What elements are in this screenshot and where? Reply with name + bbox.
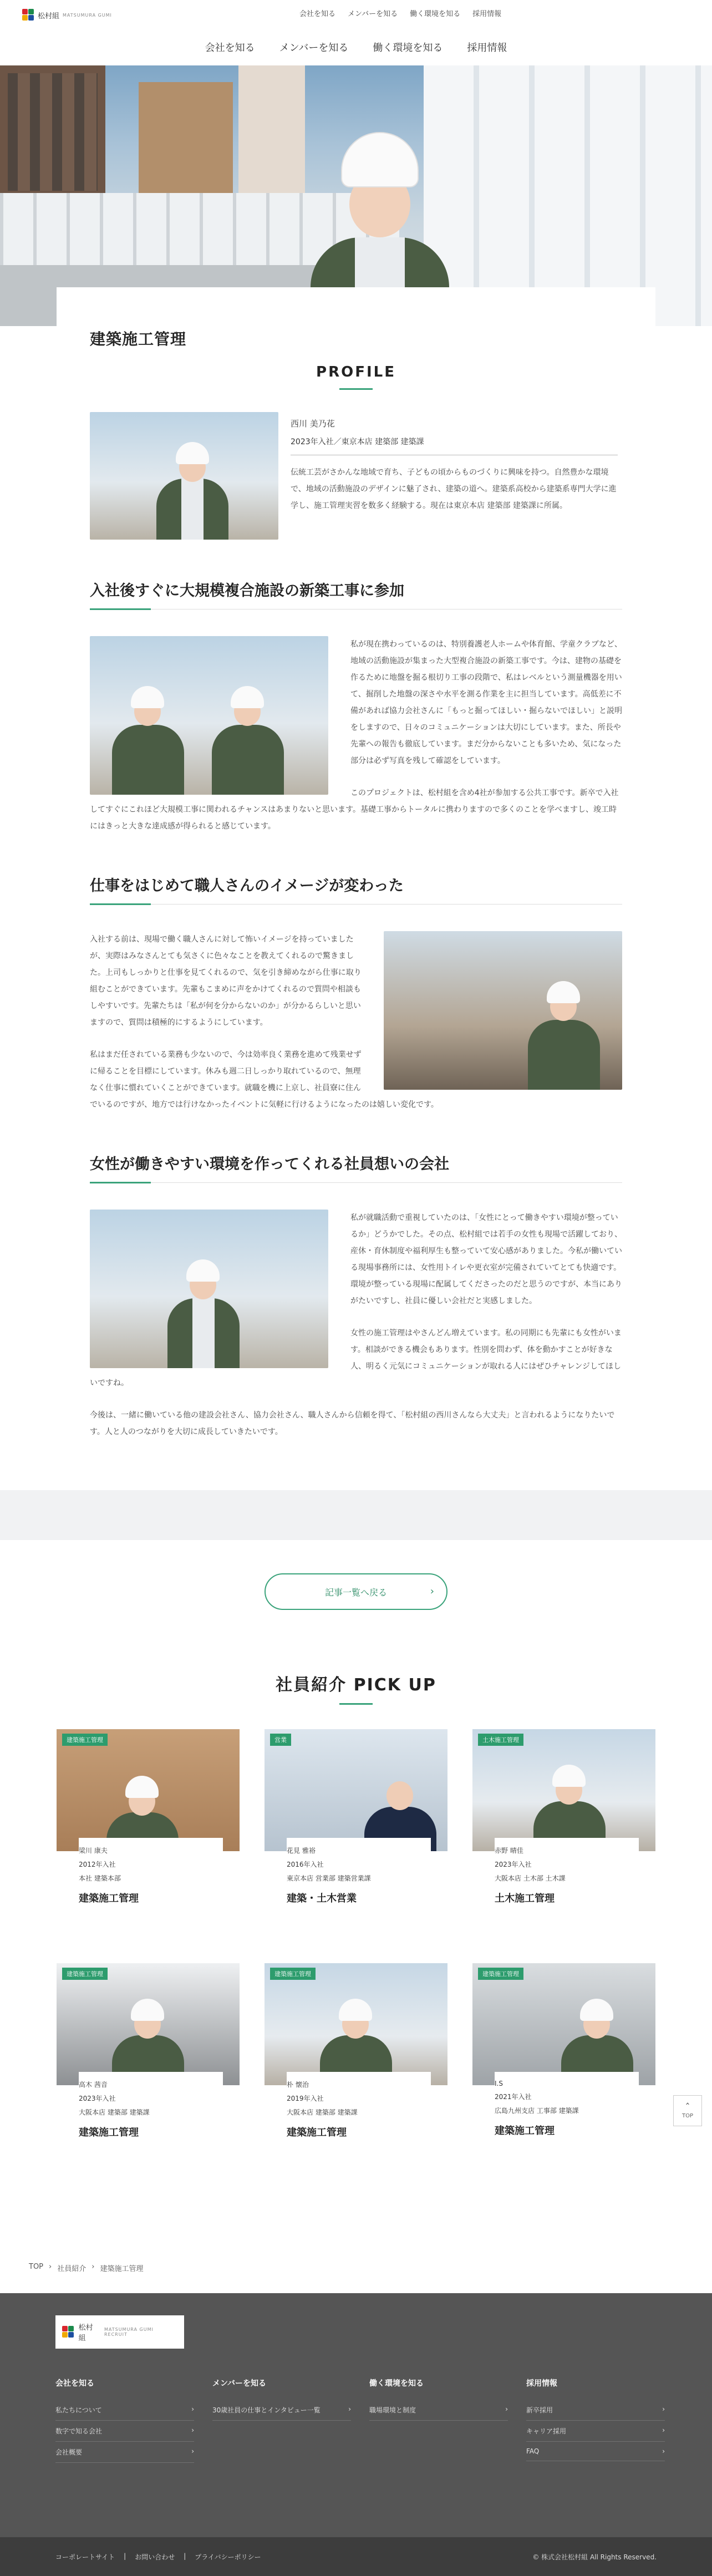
site-footer [0,2293,712,2576]
section-1-paragraph-2: このプロジェクトは、松村組を含め4社が参加する公共工事です。新卒で入社してすぐにこれほど大規模工事に関われるチャンスはあまりないと思います。基礎工事からトータルに携わりますので多くのことを学べますし、竣工時にはきっと大きな達成感が得られると感じています。 [90,789,619,831]
main-nav-company[interactable]: 会社を知る [205,42,255,54]
category-tag: 土木施工管理 [478,1734,523,1746]
profile-heading-block [90,364,622,390]
breadcrumb [29,2263,683,2273]
employee-year: 2016年入社 [287,1861,324,1868]
employee-name: 高木 茜音 [79,2081,108,2089]
logo-mark-icon [22,9,34,21]
section-title-1: 入社後すぐに大規模複合施設の新築工事に参加 [90,578,622,609]
footer-main [0,2293,712,2537]
employee-job: 建築施工管理 [79,1893,139,1904]
section-body-3 [90,1210,622,1440]
chevron-right-icon: › [662,2405,665,2413]
pickup-card[interactable] [57,1729,240,1934]
main-nav-members[interactable]: メンバーを知る [279,42,349,54]
footer-column-company [55,2377,194,2468]
footer-logo[interactable] [55,2315,184,2349]
employee-year: 2019年入社 [287,2095,324,2102]
employee-year: 2023年入社 [495,1861,532,1868]
section-3-paragraph-2: 女性の施工管理はやさんどん増えています。私の同期にも先輩にも女性がいます。相談ができる機会もあります。性別を問わず、体を動かすことが好きな人、明るく元気にコミュニケーションが取れる人にはぜひチャレンジしてほしいですね。 [90,1329,622,1388]
employee-year: 2012年入社 [79,1861,116,1868]
section-body-1 [90,636,622,835]
privacy-policy-link[interactable]: プライバシーポリシー [195,2553,261,2561]
employee-name: 花見 雅裕 [287,1847,316,1854]
breadcrumb-members[interactable]: 社員紹介 [57,2265,87,2273]
breadcrumb-top[interactable]: TOP [29,2263,44,2271]
footer-column-recruit [526,2377,665,2468]
section-title-2: 仕事をはじめて職人さんのイメージが変わった [90,873,622,905]
footer-link[interactable]: 30歳社員の仕事とインタビュー一覧 › [212,2405,351,2421]
category-tag: 建築施工管理 [478,1968,523,1980]
pickup-heading: 社員紹介 PICK UP [276,1675,436,1695]
footer-link[interactable]: 新卒採用 › [526,2405,665,2421]
employee-dept: 大阪本店 建築部 建築課 [287,2108,358,2116]
employee-job: 建築施工管理 [495,2125,555,2137]
employee-job: 建築・土木営業 [287,1893,357,1904]
chevron-right-icon: › [191,2426,194,2434]
pickup-card-info [287,1838,431,1905]
pickup-card-photo [57,1963,240,2085]
article-card [57,287,655,1485]
pickup-card[interactable] [265,1963,447,2168]
breadcrumb-separator: › [91,2263,95,2271]
category-tag: 建築施工管理 [270,1968,316,1980]
pickup-card-photo [57,1729,240,1851]
section-1-photo [90,636,328,795]
profile-photo [90,412,278,540]
main-nav-recruit[interactable]: 採用情報 [467,42,507,54]
chevron-right-icon: › [191,2405,194,2413]
section-3-paragraph-1: 私が就職活動で重視していたのは、「女性にとって働きやすい環境が整っているか」どうかでした。その点、松村組では若手の女性も現場で活躍しており、産休・育休制度や福利厚生も整っていて安心感がありました。今私が働いている現場事務所には、女性用トイレや更衣室が完備されていてとても快適です。環境が整っている現場に配属してくださったのだと思うのですが、本当にありがたいですし、社員に優しい会社だと実感しました。 [350,1213,622,1305]
pickup-card[interactable] [472,1729,655,1934]
site-header [0,0,712,65]
footer-column-title: 採用情報 [526,2379,557,2388]
employee-job: 建築施工管理 [79,2127,139,2138]
accent-divider [339,388,373,390]
footer-bottom-links: コーポレートサイト | お問い合わせ | プライバシーポリシー [55,2552,261,2561]
section-3-photo [90,1210,328,1368]
util-nav-company[interactable]: 会社を知る [299,10,336,18]
footer-link[interactable]: キャリア採用 › [526,2426,665,2442]
category-tag: 建築施工管理 [62,1734,108,1746]
footer-column-title: メンバーを知る [212,2379,267,2388]
pickup-card-info [495,2072,639,2137]
category-tag: 営業 [270,1734,291,1746]
pickup-card-info [495,1838,639,1905]
site-logo[interactable] [22,9,112,21]
footer-link[interactable]: FAQ › [526,2447,665,2461]
back-button-wrap [0,1573,712,1610]
back-button-label: 記事一覧へ戻る [324,1587,387,1598]
footer-column-title: 働く環境を知る [369,2379,424,2388]
accent-divider [339,1703,373,1705]
section-title-3: 女性が働きやすい環境を作ってくれる社員想いの会社 [90,1152,622,1183]
util-nav-environment[interactable]: 働く環境を知る [410,10,461,18]
util-nav-recruit[interactable]: 採用情報 [472,10,502,18]
top-bar [0,0,712,29]
employee-dept: 広島九州支店 工事部 建築課 [495,2107,579,2115]
section-body-2 [90,931,622,1113]
footer-link[interactable]: 職場環境と制度 › [369,2405,508,2421]
employee-name: 梁川 康夫 [79,1847,108,1854]
employee-name: I.S [495,2080,503,2087]
pickup-card-info [287,2072,431,2139]
chevron-right-icon: › [191,2447,194,2455]
pickup-grid [57,1729,655,2168]
employee-year: 2021年入社 [495,2093,532,2101]
category-tag: 建築施工管理 [62,1968,108,1980]
utility-nav [299,8,501,18]
footer-column-title: 会社を知る [55,2379,94,2388]
chevron-right-icon: › [505,2405,508,2413]
section-2-paragraph-1: 入社する前は、現場で働く職人さんに対して怖いイメージを持っていましたが、実際はみなさんとても気さくに色々なことを教えてくれるので驚きました。上司もしっかりと仕事を見てくれるので、気を引き締めながら仕事に取り組むことができています。先輩もこまめに声をかけてくれるので質問や相談もしやすいです。先輩たちは「私が何を分からないのか」が分かるらしいと思いますので、質問は積極的にするようにしています。 [90,935,362,1027]
footer-column-environment [369,2377,508,2468]
pickup-card-info [79,2072,223,2139]
breadcrumb-current: 建築施工管理 [100,2265,144,2273]
copyright: © 株式会社松村組 All Rights Reserved. [532,2553,657,2561]
pickup-card-photo [472,1729,655,1851]
footer-bottom-bar [0,2537,712,2576]
section-3-paragraph-3: 今後は、一緒に働いている他の建設会社さん、協力会社さん、職人さんから信頼を得て、「松村組の西川さんなら大丈夫」と言われるようになりたいです。人と人のつながりを大切に成長していきたいです。 [90,1411,615,1436]
employee-dept: 東京本店 営業部 建築営業課 [287,1874,371,1882]
chevron-right-icon: › [662,2447,665,2455]
profile-heading: PROFILE [316,364,396,380]
footer-link[interactable]: 数字で知る会社 › [55,2426,194,2442]
logo-mark-icon [62,2326,74,2338]
employee-job: 土木施工管理 [495,1893,555,1904]
pickup-card[interactable] [265,1729,447,1934]
pickup-card-photo [265,1729,447,1851]
chevron-right-icon: › [348,2405,351,2413]
pickup-card-photo [265,1963,447,2085]
pickup-heading-block [0,1671,712,1705]
profile-block [90,412,622,540]
profile-role: 2023年入社／東京本店 建築部 建築課 [291,436,618,455]
footer-link[interactable]: 会社概要 › [55,2447,194,2463]
pickup-section [0,1671,712,2168]
arrow-up-icon: ˆ [685,2101,690,2113]
back-to-top-label: TOP [682,2112,693,2119]
employee-job: 建築施工管理 [287,2127,347,2138]
employee-name: 朴 懐治 [287,2081,309,2089]
section-2-photo [384,931,622,1090]
chevron-right-icon: › [662,2426,665,2434]
back-to-top-button[interactable] [673,2095,702,2126]
page-title: 建築施工管理 [90,330,187,348]
footer-link[interactable]: 私たちについて › [55,2405,194,2421]
pickup-card[interactable] [472,1963,655,2168]
profile-name: 西川 美乃花 [291,419,335,429]
employee-dept: 本社 建築本部 [79,1874,121,1882]
breadcrumb-separator: › [49,2263,52,2271]
footer-column-members [212,2377,351,2468]
pickup-card-photo [472,1963,655,2085]
pickup-card-info [79,1838,223,1905]
back-to-list-button[interactable] [265,1573,447,1610]
pickup-card[interactable] [57,1963,240,2168]
profile-meta [291,418,618,514]
footer-columns [55,2377,665,2468]
employee-dept: 大阪本店 建築部 建築課 [79,2108,150,2116]
corporate-site-link[interactable]: コーポレートサイト [55,2553,115,2561]
logo-name: 松村組 [38,12,60,21]
main-nav-environment[interactable]: 働く環境を知る [373,42,443,54]
section-2-paragraph-2: 私はまだ任されている業務も少ないので、今は効率良く業務を進めて残業せずに帰ることを目標にしています。休みも週二日しっかり取れているので、無理なく仕事に慣れていくことができています。就職を機に上京し、社員寮に住んでいるのですが、地方では行けなかったイベントに気軽に行けるようになったのは嬉しい変化です。 [90,1050,439,1109]
contact-link[interactable]: お問い合わせ [135,2553,175,2561]
logo-tagline: MATSUMURA GUMI [63,12,112,18]
main-nav [0,29,712,65]
profile-bio: 伝統工芸がさかんな地域で育ち、子どもの頃からものづくりに興味を持つ。自然豊かな環境で、地域の活動施設のデザインに魅了され、建築の道へ。建築系高校から建築系専門大学に進学し、施工管理実習を数多く経験する。現在は東京本店 建築部 建築課に所属。 [291,468,617,510]
employee-name: 赤野 晴佳 [495,1847,523,1854]
util-nav-members[interactable]: メンバーを知る [348,10,398,18]
footer-logo-tagline: MATSUMURA GUMI RECRUIT [104,2327,154,2337]
footer-logo-name: 松村組 [78,2324,93,2343]
employee-dept: 大阪本店 土木部 土木課 [495,1874,566,1882]
employee-year: 2023年入社 [79,2095,116,2102]
chevron-right-icon: › [430,1586,434,1597]
section-1-paragraph-1: 私が現在携わっているのは、特別養護老人ホームや体育館、学童クラブなど、地域の活動施設が集まった大型複合施設の新築工事です。今は、建物の基礎を作るために地盤を掘る根切り工事の段階で、私はレベルという測量機器を用いて、掘削した地盤の深さや水平を測る作業を主に担当しています。高低差に不備があれば協力会社さんに「もっと掘ってほしい・掘らないでほしい」と説明をしますので、日々のコミュニケーションは大切にしています。また、所長や先輩への報告も徹底しています。まだ分からないことも多いため、気になった部分は必ず写真を残して確認をしています。 [350,640,622,765]
grey-band [0,1490,712,1540]
